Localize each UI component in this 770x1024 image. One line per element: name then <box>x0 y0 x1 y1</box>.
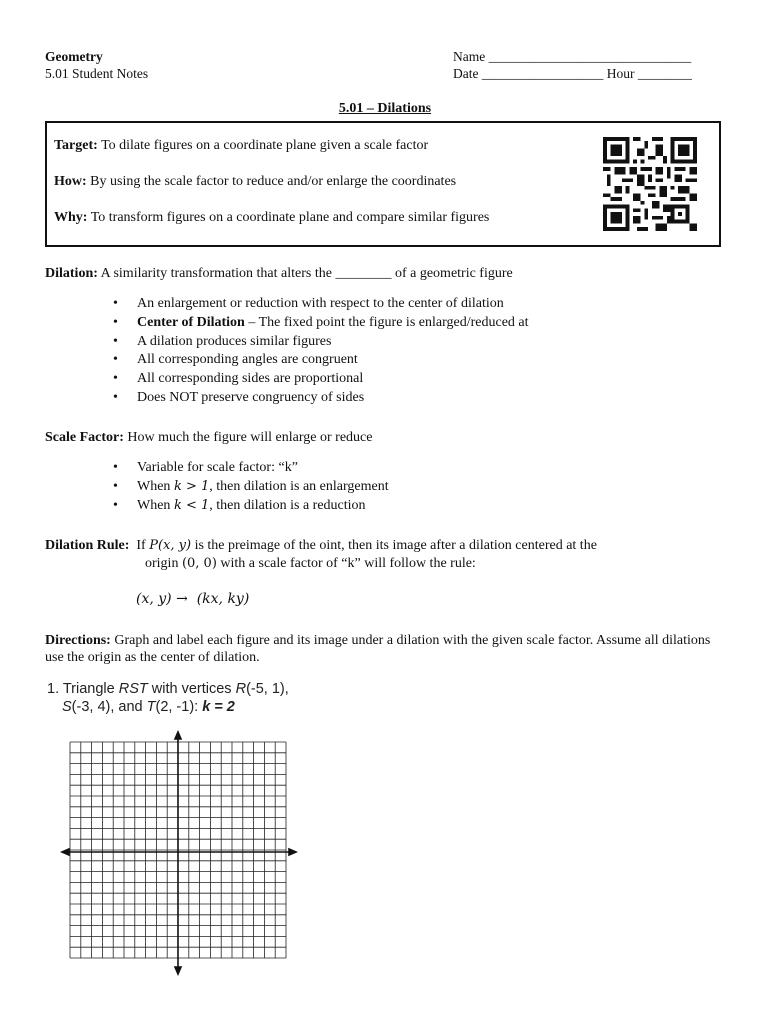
dilation-label: Dilation: <box>45 266 98 281</box>
how-text: By using the scale factor to reduce and/or enlarge the coordinates <box>90 174 457 189</box>
name-line: Name ______________________________ <box>453 49 692 64</box>
x-axis-left-arrow-icon <box>62 849 69 855</box>
why-line <box>54 210 489 226</box>
problem-1-line-1: 1. Triangle RST with vertices R(-5, 1), <box>47 681 289 697</box>
dilation-rule-label: Dilation Rule: <box>45 538 130 553</box>
course-title: Geometry <box>45 49 103 64</box>
dilation-rule-line-1: Dilation Rule: If P(x, y) is the preimage of the oint, then its image after a dilation centered at the <box>45 538 597 553</box>
directions <box>45 632 725 666</box>
coordinate-grid[interactable] <box>60 730 300 976</box>
list-item: • An enlargement or reduction with respect to the center of dilation <box>113 295 713 314</box>
dilation-bullet-list <box>113 295 713 408</box>
objectives-box <box>45 121 721 247</box>
list-item: • When k > 1, then dilation is an enlargement <box>113 478 713 497</box>
why-text: To transform figures on a coordinate plane and compare similar figures <box>90 210 490 225</box>
list-item: • All corresponding sides are proportional <box>113 370 713 389</box>
dilation-rule-formula: (x, y) → (kx, ky) <box>136 591 250 607</box>
how-label: How: <box>54 174 87 189</box>
target-text: To dilate figures on a coordinate plane given a scale factor <box>101 138 429 153</box>
dilation-rule-line-2: origin (0, 0) with a scale factor of “k” will follow the rule: <box>145 556 476 571</box>
y-axis-down-arrow-icon <box>175 967 181 974</box>
scale-factor-definition <box>45 429 372 446</box>
directions-label: Directions: <box>45 633 111 648</box>
date-hour-line: Date __________________ Hour ________ <box>453 66 692 81</box>
problem-1-line-2: S(-3, 4), and T(2, -1): k = 2 <box>62 699 235 715</box>
scale-factor-label: Scale Factor: <box>45 430 124 445</box>
list-item: • All corresponding angles are congruent <box>113 351 713 370</box>
list-item: • Does NOT preserve congruency of sides <box>113 389 713 408</box>
target-label: Target: <box>54 138 98 153</box>
dilation-definition-text: A similarity transformation that alters the ________ of a geometric figure <box>100 266 513 281</box>
how-line <box>54 174 456 190</box>
list-item: • When k < 1, then dilation is a reduction <box>113 497 713 516</box>
list-item: • A dilation produces similar figures <box>113 333 713 352</box>
why-label: Why: <box>54 210 88 225</box>
scale-factor-bullet-list <box>113 459 713 515</box>
target-line <box>54 138 428 154</box>
directions-text: Graph and label each figure and its image under a dilation with the given scale factor. Assume all dilations use the origin as the center of dilation. <box>45 633 711 665</box>
notes-subtitle: 5.01 Student Notes <box>45 66 149 81</box>
scale-factor-text: How much the figure will enlarge or reduce <box>127 430 373 445</box>
x-axis-right-arrow-icon <box>289 849 296 855</box>
list-item: • Center of Dilation – The fixed point the figure is enlarged/reduced at <box>113 314 713 333</box>
dilation-definition <box>45 265 513 282</box>
qr-code-icon <box>603 137 697 231</box>
page-title: 5.01 – Dilations <box>338 101 432 116</box>
y-axis-up-arrow-icon <box>175 732 181 739</box>
list-item: • Variable for scale factor: “k” <box>113 459 713 478</box>
